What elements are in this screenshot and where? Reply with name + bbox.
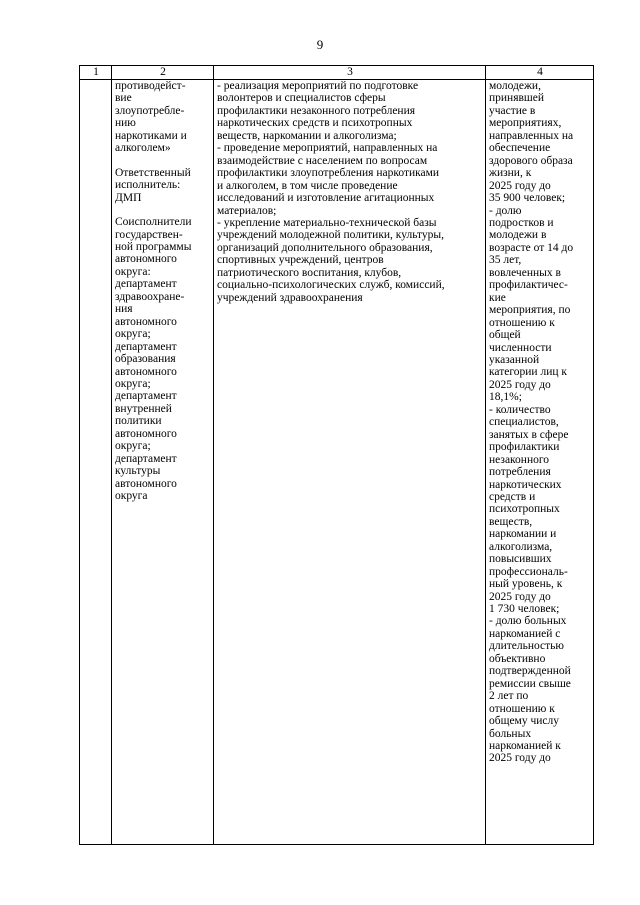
column-header-1: 1 [80,66,112,80]
results-cell [486,80,594,845]
column-header-3: 3 [214,66,486,80]
column-header-4: 4 [486,66,594,80]
row-number-cell [80,80,112,845]
subprogram-name-text: противодейст- вие злоупотребле- нию наркотиками и алкоголем» [115,80,187,155]
page-number: 9 [316,37,324,52]
table-row [80,80,594,845]
column-header-2: 2 [112,66,214,80]
activities-cell [214,80,486,845]
program-table [79,65,594,845]
activities-text: - реализация мероприятий по подготовке волонтеров и специалистов сферы профилактики незаконного потребления наркотических средств и психотропных веществ, наркомании и алкоголизма; - проведение мероприятий, направленных на взаимодействие с населением по вопросам профилактики злоупотребления наркотиками и алкоголем, в том числе проведение исследований и изготовление агитационных материалов; - укрепление материально-технической базы учреждений молодежной политики, культуры, организаций дополнительного образования, спортивных учреждений, центров патриотического воспитания, клубов, социально-психологических служб, комиссий, учреждений здравоохранения [217,80,445,304]
coexecutors-text: Соисполнители государствен- ной программы автономного округа: департамент здравоохране- ния автономного округа; департамент образования автономного округа; департамент внутренней политики автономного округа; департамент культуры автономного округа [115,216,192,503]
table-header-row [80,66,594,80]
expected-results-text: молодежи, принявшей участие в мероприятиях, направленных на обеспечение здорового образа жизни, к 2025 году до 35 900 человек; - долю подростков и молодежи в возрасте от 14 до 35 лет, вовлеченных в профилактичес- кие мероприятия, по отношению к общей численности указанной категории лиц к 2025 году до 18,1%; - количество специалистов, занятых в сфере профилактики незаконного потребления наркотических средств и психотропных веществ, наркомании и алкоголизма, повысивших профессиональ- ный уровень, к 2025 году до 1 730 человек; - долю больных наркоманией с длительностью объективно подтвержденной ремиссии свыше 2 лет по отношению к общему числу больных наркоманией к 2025 году до [489,80,574,765]
responsible-executor-text: Ответственный исполнитель: ДМП [115,166,191,204]
program-info-cell [112,80,214,845]
